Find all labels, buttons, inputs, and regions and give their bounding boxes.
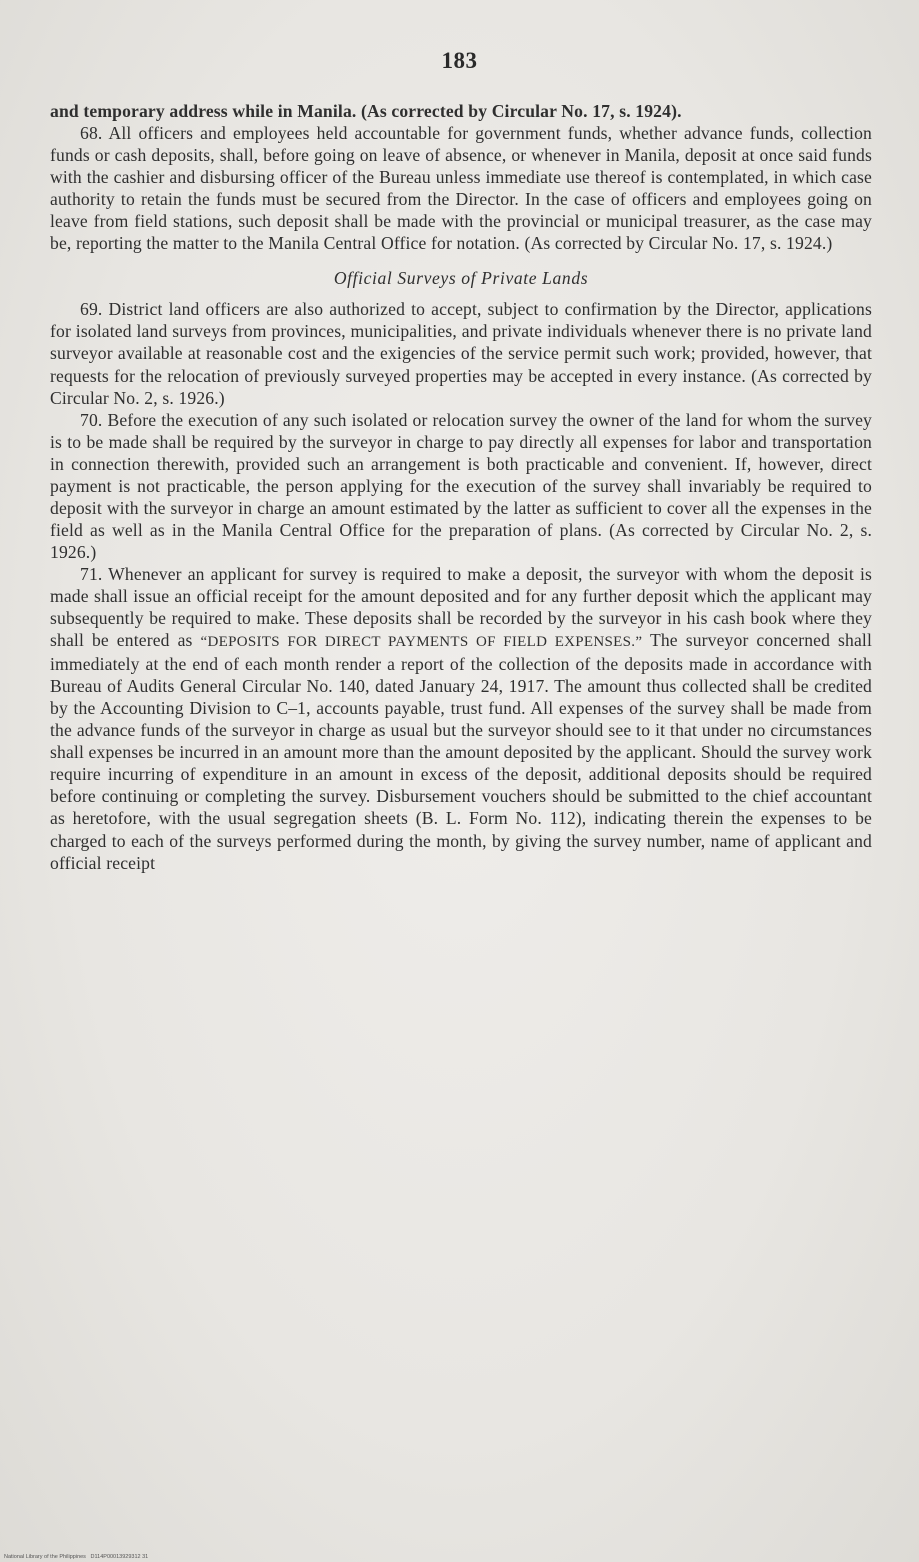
page-body (50, 100, 872, 874)
footer-library: National Library of the Philippines (4, 1554, 86, 1560)
page-number: 183 (441, 48, 478, 73)
scan-footer (4, 1554, 148, 1560)
paragraph-68: 68. All officers and employees held accountable for government funds, whether advance funds, collection funds or cash deposits, shall, before going on leave of absence, or whenever in Manila, deposit at once said funds with the cashier and disbursing officer of the Bureau unless immediate use thereof is contemplated, in which case authority to retain the funds must be secured from the Director. In the case of officers and employees going on leave from field stations, such deposit shall be made with the provincial or municipal treasurer, as the case may be, reporting the matter to the Manila Central Office for notation. (As corrected by Circular No. 17, s. 1924.) (50, 123, 872, 254)
paragraph-71-smallcaps: “DEPOSITS FOR DIRECT PAYMENTS OF FIELD EXPENSES.” (200, 634, 643, 651)
paragraph-67-continuation: and temporary address while in Manila. (As corrected by Circular No. 17, s. 1924). (50, 101, 682, 121)
paragraph-71 (50, 563, 872, 874)
section-heading: Official Surveys of Private Lands (333, 268, 589, 289)
paragraph-69: 69. District land officers are also authorized to accept, subject to confirmation by the Director, applications for isolated land surveys from provinces, municipalities, and private individuals whenever there is no private land surveyor available at reasonable cost and the exigencies of the service permit such work; provided, however, that requests for the relocation of previously surveyed properties may be accepted in every instance. (As corrected by Circular No. 2, s. 1926.) (50, 299, 872, 408)
paragraph-71-part-a: 71. Whenever an applicant for survey is required to make a deposit, the surveyor with whom the deposit is made shall issue an official receipt for the amount deposited and for any further deposit which the applicant may subsequently be required to make. These deposits shall be recorded by the surveyor in his cash book where they shall be entered as (50, 563, 872, 651)
paragraph-71-part-b: The surveyor concerned shall immediately at the end of each month render a report of the collection of the deposits made in accordance with Bureau of Audits General Circular No. 140, dated January 24, 1917. The amount thus collected shall be credited by the Accounting Division to C–1, accounts payable, trust fund. All expenses of the survey shall be made from the advance funds of the surveyor in charge as usual but the surveyor should see to it that under no circumstances shall expenses be incurred in an amount more than the amount deposited by the applicant. Should the survey work require incurring of expenditure in an amount in excess of the deposit, additional deposits should be required before continuing or completing the survey. Disbursement vouchers should be submitted to the chief accountant as heretofore, with the usual segregation sheets (B. L. Form No. 112), indicating therein the expenses to be charged to each of the surveys performed during the month, by giving the survey number, name of applicant and official receipt (50, 630, 872, 873)
paragraph-70: 70. Before the execution of any such isolated or relocation survey the owner of the land for whom the survey is to be made shall be required by the surveyor in charge to pay directly all expenses for labor and transportation in connection therewith, provided such an arrangement is both practicable and convenient. If, however, direct payment is not practicable, the person applying for the execution of the survey shall invariably be required to deposit with the surveyor in charge an amount estimated by the latter as sufficient to cover all the expenses in the field as well as in the Manila Central Office for the preparation of plans. (As corrected by Circular No. 2, s. 1926.) (50, 409, 872, 562)
footer-id: D114P00013929312 31 (90, 1554, 149, 1560)
